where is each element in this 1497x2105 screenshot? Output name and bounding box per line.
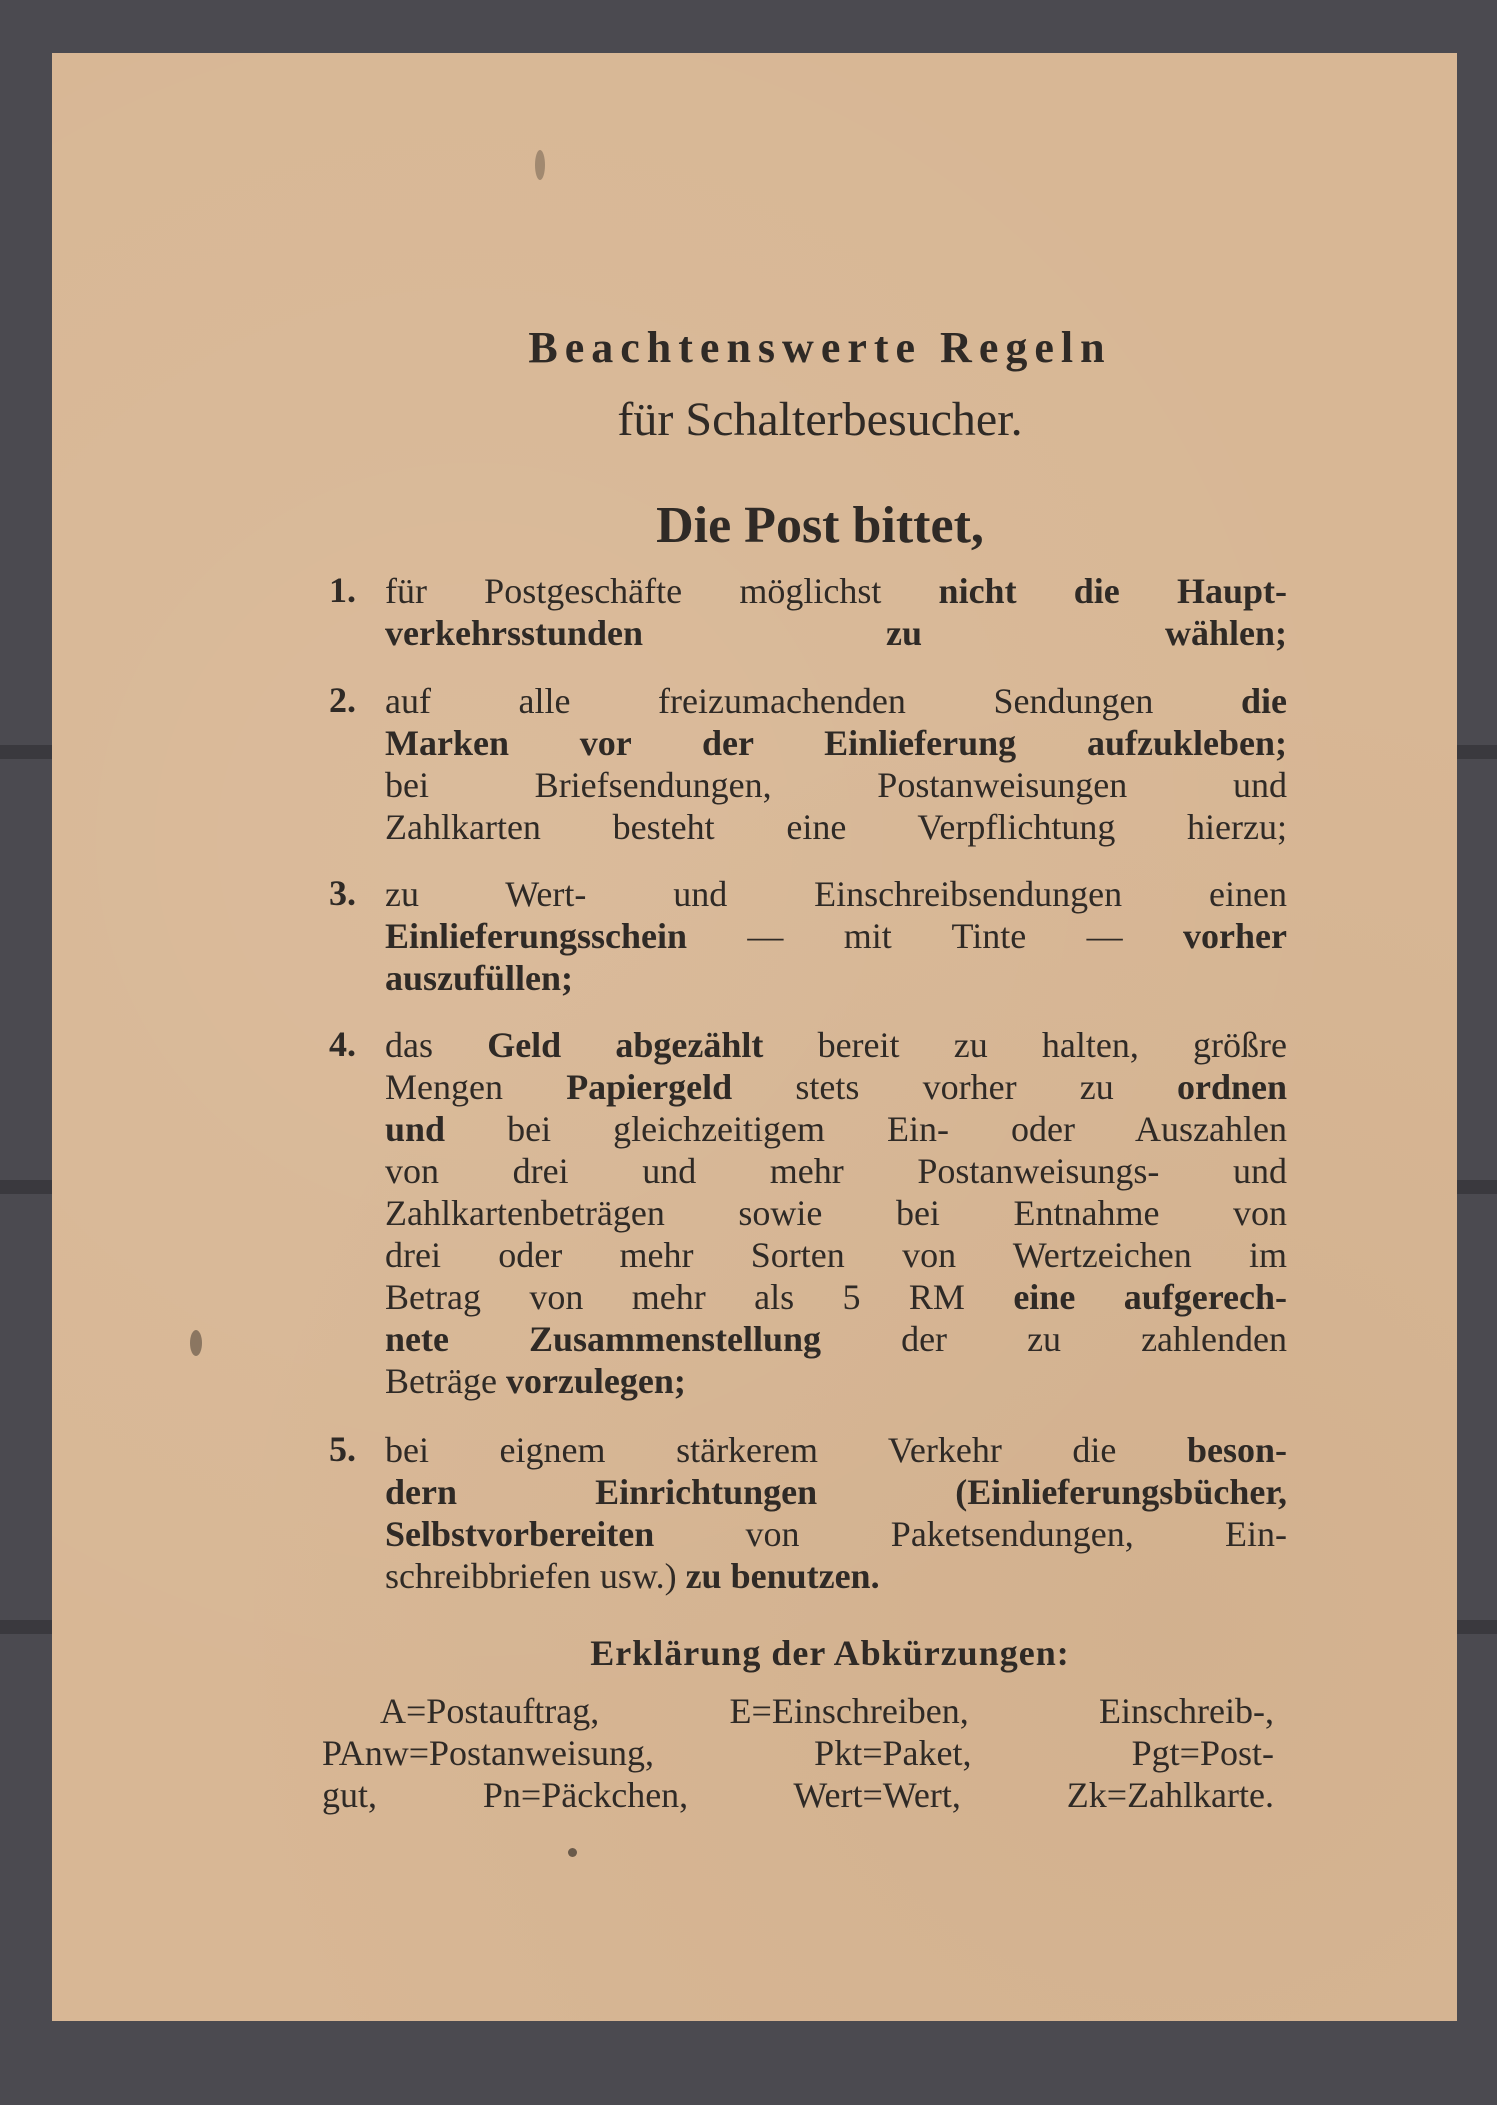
text: auf alle freizumachenden Sendungen — [385, 681, 1241, 721]
abbreviation-line: gut, Pn=Päckchen, Wert=Wert, Zk=Zahlkarte. — [322, 1775, 1274, 1815]
rule-line — [385, 1150, 1287, 1192]
rule-line — [385, 1318, 1287, 1360]
bold-text: nicht die Haupt- — [938, 571, 1287, 611]
rule-line — [385, 957, 1287, 999]
text: bereit zu halten, größre — [763, 1025, 1287, 1065]
rule-item — [385, 680, 1287, 848]
rule-item — [385, 570, 1287, 654]
bold-text: zu benutzen. — [685, 1556, 880, 1596]
text: bei gleichzeitigem Ein- oder Auszahlen — [445, 1109, 1287, 1149]
rule-number: 4. — [329, 1024, 356, 1064]
abbreviation-line: A=Postauftrag, E=Einschreiben, Einschreib-, — [380, 1691, 1274, 1731]
text: drei oder mehr Sorten von Wertzeichen im — [385, 1235, 1287, 1275]
rule-line — [385, 1066, 1287, 1108]
rule-number: 5. — [329, 1429, 356, 1469]
rule-line — [385, 1513, 1287, 1555]
bold-text: ordnen — [1176, 1067, 1288, 1107]
text: Beträge — [385, 1361, 506, 1401]
rule-line — [385, 612, 1287, 654]
bold-text: vorzulegen; — [505, 1361, 686, 1401]
rule-line — [385, 1108, 1287, 1150]
text: von Paketsendungen, Ein- — [654, 1514, 1287, 1554]
text: stets vorher zu — [732, 1067, 1177, 1107]
rule-number: 2. — [329, 680, 356, 720]
bold-text: und — [385, 1109, 446, 1149]
rule-line — [385, 1471, 1287, 1513]
rule-line — [385, 1429, 1287, 1471]
text: bei Briefsendungen, Postanweisungen und — [385, 765, 1287, 805]
abbreviations-title: Erklärung der Abkürzungen: — [590, 1633, 1070, 1673]
text: Betrag von mehr als 5 RM — [385, 1277, 1014, 1317]
rule-line — [385, 570, 1287, 612]
rule-line — [385, 764, 1287, 806]
rule-item — [385, 873, 1287, 999]
text: für Postgeschäfte möglichst — [385, 571, 939, 611]
bold-text: dern Einrichtungen (Einlieferungsbücher, — [385, 1472, 1287, 1512]
text: der zu zahlenden — [821, 1319, 1287, 1359]
document-subtitle: für Schalterbesucher. — [617, 393, 1023, 446]
text: bei eignem stärkerem Verkehr die — [385, 1430, 1187, 1470]
bold-text: vorher — [1183, 916, 1287, 956]
text: zu Wert- und Einschreibsendungen einen — [385, 874, 1287, 914]
rule-line — [385, 1234, 1287, 1276]
text: Zahlkartenbeträgen sowie bei Entnahme von — [385, 1193, 1287, 1233]
rule-number: 1. — [329, 570, 356, 610]
bold-text: Geld abgezählt — [487, 1025, 764, 1065]
bold-text: die — [1240, 681, 1287, 721]
bold-text: verkehrsstunden zu wählen; — [385, 613, 1287, 653]
rule-line — [385, 873, 1287, 915]
bold-text: Marken vor der Einlieferung aufzukleben; — [385, 723, 1287, 763]
bold-text: Selbstvorbereiten — [385, 1514, 655, 1554]
rule-number: 3. — [329, 873, 356, 913]
bold-text: Einlieferungsschein — [385, 916, 688, 956]
stain — [190, 1330, 202, 1356]
rule-line — [385, 806, 1287, 848]
rule-line — [385, 1024, 1287, 1066]
rule-line — [385, 1555, 1287, 1597]
text: das — [385, 1025, 488, 1065]
rule-line — [385, 722, 1287, 764]
text: Mengen — [385, 1067, 567, 1107]
abbreviation-line: PAnw=Postanweisung, Pkt=Paket, Pgt=Post- — [322, 1733, 1274, 1773]
rule-item — [385, 1024, 1287, 1402]
bold-text: beson- — [1186, 1430, 1287, 1470]
text: schreibbriefen usw.) — [385, 1556, 686, 1596]
bold-text: nete Zusammenstellung — [385, 1319, 822, 1359]
bold-text: eine aufgerech- — [1013, 1277, 1287, 1317]
rule-item — [385, 1429, 1287, 1597]
rule-line — [385, 1276, 1287, 1318]
rule-line — [385, 680, 1287, 722]
stain — [535, 150, 545, 180]
bold-text: auszufüllen; — [385, 958, 574, 998]
text: — mit Tinte — — [687, 916, 1184, 956]
bold-text: Papiergeld — [566, 1067, 733, 1107]
stain — [568, 1848, 577, 1857]
rule-line — [385, 915, 1287, 957]
rule-line — [385, 1360, 1287, 1402]
abbreviations-text — [322, 1690, 1274, 1816]
text: Zahlkarten besteht eine Verpflichtung hierzu; — [385, 807, 1287, 847]
document-title: Beachtenswerte Regeln — [528, 323, 1112, 372]
intro-heading: Die Post bittet, — [656, 497, 984, 554]
rule-line — [385, 1192, 1287, 1234]
text: von drei und mehr Postanweisungs- und — [385, 1151, 1287, 1191]
